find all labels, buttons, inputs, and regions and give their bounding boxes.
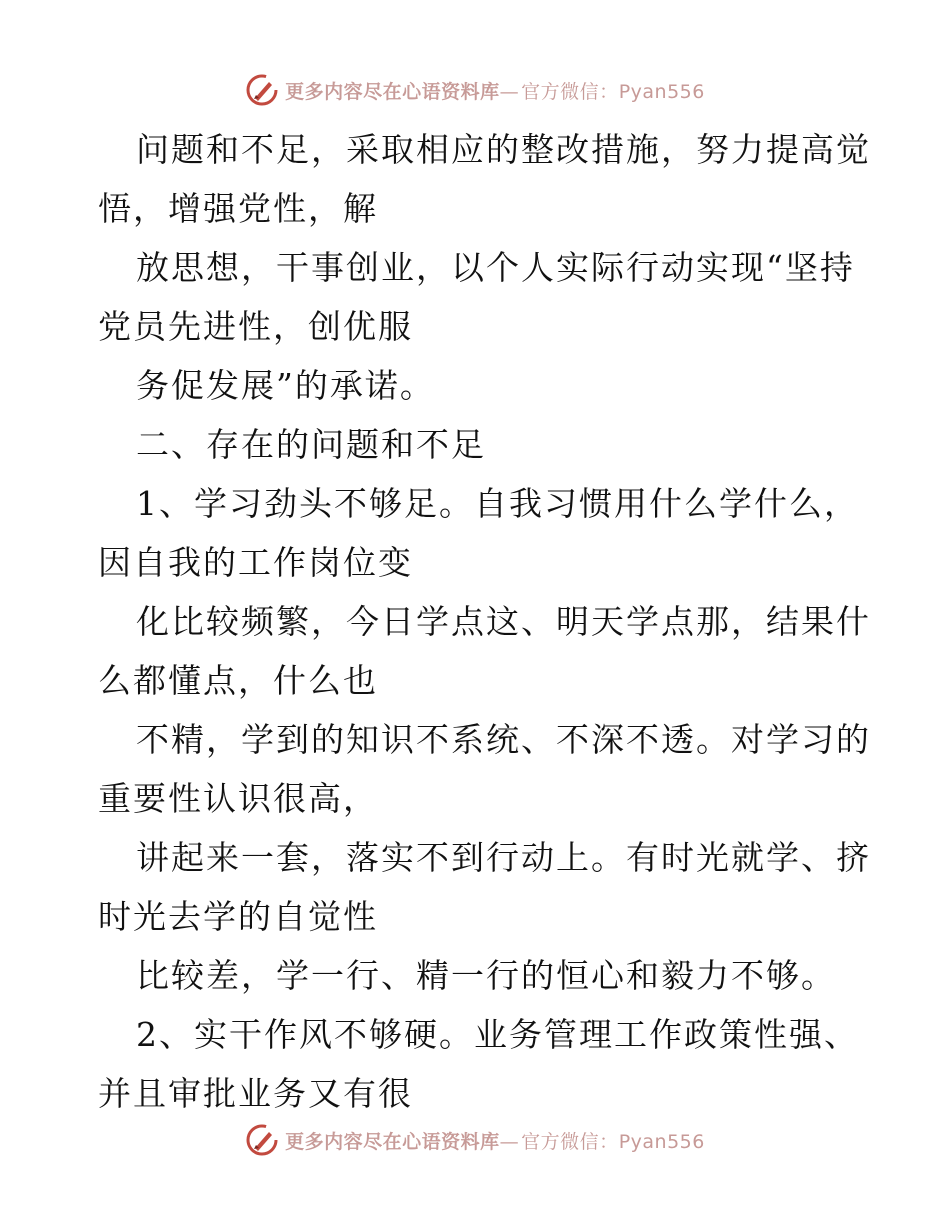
text-line: 时光去学的自觉性 [98,897,378,936]
text-line: 重要性认识很高， [98,779,378,818]
header-banner [0,70,950,110]
banner-separator: — [499,80,520,103]
text-line: 么都懂点，什么也 [98,661,378,700]
banner-site: 更多内容尽在心语资料库 [285,80,500,103]
text-line: 并且审批业务又有很 [98,1074,413,1113]
text-line: 2、实干作风不够硬。业务管理工作政策性强、 [136,1015,859,1054]
footer-banner [0,1120,950,1160]
text-line: 1、学习劲头不够足。自我习惯用什么学什么， [136,484,859,523]
pen-logo-icon [245,73,279,107]
document-body [98,120,871,1123]
text-line: 党员先进性，创优服 [98,307,413,346]
text-line: 讲起来一套，落实不到行动上。有时光就学、挤 [136,838,871,877]
text-line: 放思想，干事创业，以个人实际行动实现“坚持 [136,248,855,287]
pen-logo-icon [245,1123,279,1157]
banner-text [285,1127,705,1154]
text-line: 问题和不足，采取相应的整改措施，努力提高觉 [136,130,871,169]
banner-separator: — [499,1130,520,1153]
text-line: 比较差，学一行、精一行的恒心和毅力不够。 [136,956,836,995]
banner-label: 官方微信： [521,1130,619,1153]
text-line: 二、存在的问题和不足 [136,425,486,464]
banner-value: Pyan556 [618,1130,705,1153]
text-line: 化比较频繁，今日学点这、明天学点那，结果什 [136,602,871,641]
banner-label: 官方微信： [521,80,619,103]
text-line: 悟，增强党性，解 [98,189,378,228]
text-line: 不精，学到的知识不系统、不深不透。对学习的 [136,720,871,759]
text-line: 务促发展”的承诺。 [136,366,435,405]
banner-site: 更多内容尽在心语资料库 [285,1130,500,1153]
banner-text [285,77,705,104]
banner-value: Pyan556 [618,80,705,103]
text-line: 因自我的工作岗位变 [98,543,413,582]
